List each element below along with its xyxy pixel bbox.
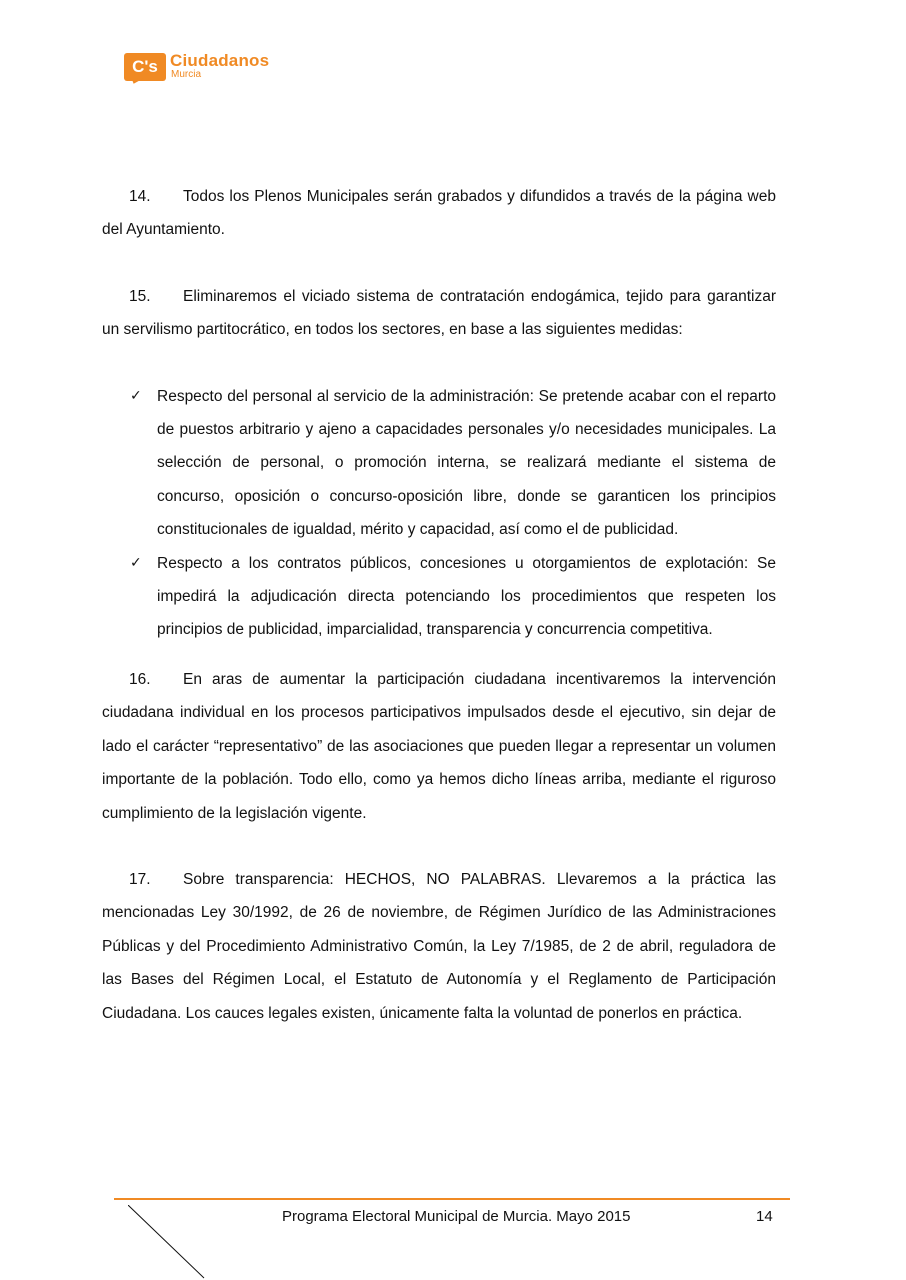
list-item — [130, 380, 776, 547]
document-body — [102, 180, 776, 1030]
logo-city: Murcia — [171, 69, 202, 80]
list-item — [130, 547, 776, 647]
item-number: 16. — [129, 670, 151, 688]
list-item-text: Respecto del personal al servicio de la administración: Se pretende acabar con el reparto de puestos arbitrario y ajeno a capacidades personales y/o necesidades municipales. La selección de personal, o promoción interna, se realizará mediante el sistema de concurso, oposición o concurso-oposición libre, donde se garanticen los principios constitucionales de igualdad, mérito y capacidad, así como el de publicidad. — [157, 387, 776, 539]
page-number: 14 — [756, 1208, 773, 1225]
item-number: 17. — [129, 870, 151, 888]
item-14 — [102, 180, 776, 247]
item-text: Sobre transparencia: HECHOS, NO PALABRAS. Llevaremos a la práctica las mencionadas Ley 30/1992, de 26 de noviembre, de Régimen Jurídico de las Administraciones Públicas y del Procedimiento Administrativo Común, la Ley 7/1985, de 2 de abril, reguladora de las Bases del Régimen Local, el Estatuto de Autonomía y el Reglamento de Participación Ciudadana. Los cauces legales existen, únicamente falta la voluntad de ponerlos en práctica. — [102, 870, 776, 1022]
footer-text: Programa Electoral Municipal de Murcia. Mayo 2015 — [282, 1208, 631, 1225]
item-15 — [102, 280, 776, 347]
ciudadanos-logo — [124, 50, 284, 90]
checkmark-icon: ✓ — [130, 554, 142, 571]
footer-diagonal-line — [128, 1205, 208, 1280]
logo-name: Ciudadanos — [170, 51, 270, 70]
item-number: 15. — [129, 287, 151, 305]
item-16 — [102, 663, 776, 830]
item-17 — [102, 863, 776, 1030]
item-text: Todos los Plenos Municipales serán grabados y difundidos a través de la página web del Ayuntamiento. — [102, 188, 776, 239]
measures-list — [102, 380, 776, 647]
item-text: Eliminaremos el viciado sistema de contratación endogámica, tejido para garantizar un servilismo partitocrático, en todos los sectores, en base a las siguientes medidas: — [102, 287, 776, 339]
list-item-text: Respecto a los contratos públicos, concesiones u otorgamientos de explotación: Se impedirá la adjudicación directa potenciando los procedimientos que respeten los principios de publicidad, imparcialidad, transparencia y concurrencia competitiva. — [157, 554, 776, 639]
footer-divider — [114, 1198, 790, 1200]
item-number: 14. — [129, 188, 151, 205]
checkmark-icon: ✓ — [130, 387, 142, 404]
item-text: En aras de aumentar la participación ciudadana incentivaremos la intervención ciudadana individual en los procesos participativos impulsados desde el ejecutivo, sin dejar de lado el carácter “representativo” de las asociaciones que pueden llegar a representar un volumen importante de la población. Todo ello, como ya hemos dicho líneas arriba, mediante el riguroso cumplimiento de la legislación vigente. — [102, 670, 776, 822]
logo-badge: C's — [124, 53, 166, 81]
